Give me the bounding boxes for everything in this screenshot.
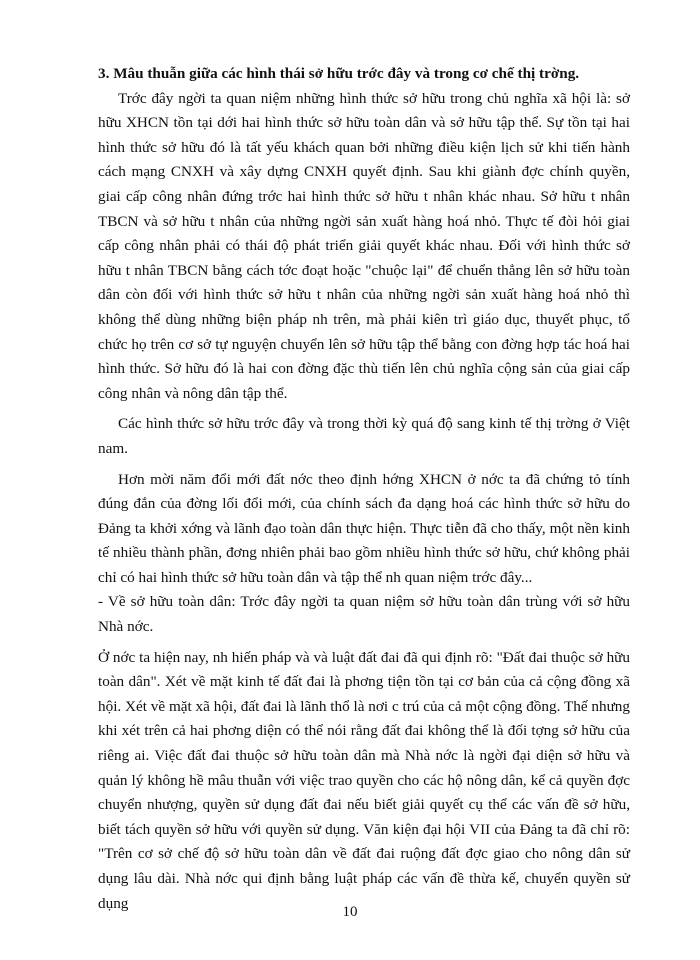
paragraph-5: Ở nớc ta hiện nay, nh hiến pháp và và luật đất đai đã qui định rõ: "Đất đai thuộc sở hữu toàn dân". Xét về mặt kinh tế đất đai là phơng tiện tồn tại cơ bản của cả cộng đồng xã hội. Xét về mặt xã hội, đất đai là lãnh thổ là nơi c trú của cả một cộng đồng. Thế nhưng khi xét trên cả hai phơng diện có thể nói rằng đất đai không thể là đối tợng sở hữu của riêng ai. Việc đất đai thuộc sở hữu toàn dân mà Nhà nớc là ngời đại diện sở hữu và quản lý không hề mâu thuẫn với việc trao quyền cho các hộ nông dân, kể cả quyền đợc chuyển nhượng, quyền sử dụng đất đai nếu biết giải quyết cụ thể các vấn đề sở hữu, biết tách quyền sở hữu với quyền sử dụng. Văn kiện đại hội VII của Đảng ta đã chỉ rõ: "Trên cơ sở chế độ sở hữu toàn dân về đất đai ruộng đất đợc giao cho nông dân sử dụng lâu dài. Nhà nớc qui định bằng luật pháp các vấn đề thừa kế, chuyển quyền sử dụng	[98, 648, 630, 912]
paragraph-2: Các hình thức sở hữu trớc đây và trong thời kỳ quá độ sang kinh tế thị trờng ở Việt nam.	[98, 415, 630, 457]
page-content	[98, 62, 630, 916]
paragraph-3: Hơn mời năm đổi mới đất nớc theo định hớng XHCN ở nớc ta đã chứng tỏ tính đúng đắn của đờng lối đổi mới, của chính sách đa dạng hoá các hình thức sở hữu do Đảng ta khởi xớng và lãnh đạo toàn dân thực hiện. Thực tiễn đã cho thấy, một nền kinh tế nhiều thành phần, đơng nhiên phải bao gồm nhiều hình thức sở hữu, chứ không phải chỉ có hai hình thức sở hữu toàn dân và tập thể nh quan niệm trớc đây...	[98, 470, 630, 586]
paragraph-4: - Về sở hữu toàn dân: Trớc đây ngời ta quan niệm sở hữu toàn dân trùng với sở hữu Nhà nớc.	[98, 593, 630, 636]
section-heading: 3. Mâu thuẫn giữa các hình thái sở hữu trớc đây và trong cơ chế thị trờng.	[98, 65, 580, 82]
paragraph-1: Trớc đây ngời ta quan niệm những hình thức sở hữu trong chủ nghĩa xã hội là: sở hữu XHCN tồn tại dới hai hình thức sở hữu toàn dân và sở hữu tập thể. Sự tồn tại hai hình thức sở hữu đó là tất yếu khách quan bởi những điều kiện lịch sử khi tiến hành cách mạng CNXH và xây dựng CNXH quyết định. Sau khi giành đợc chính quyền, giai cấp công nhân đứng trớc hai hình thức sở hữu t nhân khác nhau. Sở hữu t nhân TBCN và sở hữu t nhân của những ngời sản xuất hàng hoá nhỏ. Thực tế đòi hỏi giai cấp công nhân phải có thái độ phát triển giải quyết khác nhau. Đối với hình thức sở hữu t nhân TBCN bằng cách tớc đoạt hoặc "chuộc lại" để chuển thẳng lên sở hữu toàn dân còn đối với hình thức sở hữu t nhân của những ngời sản xuất hàng hoá nhỏ thì không thể dùng những biện pháp nh trên, mà phải kiên trì giáo dục, thuyết phục, tổ chức họ trên cơ sở tự nguyện chuyển lên sở hữu tập thể bằng con đờng hợp tác hoá hai hình thức. Sở hữu đó là hai con đờng đặc thù tiến lên chủ nghĩa cộng sản của giai cấp công nhân và nông dân tập thể.	[98, 89, 630, 402]
page-number: 10	[342, 904, 358, 920]
